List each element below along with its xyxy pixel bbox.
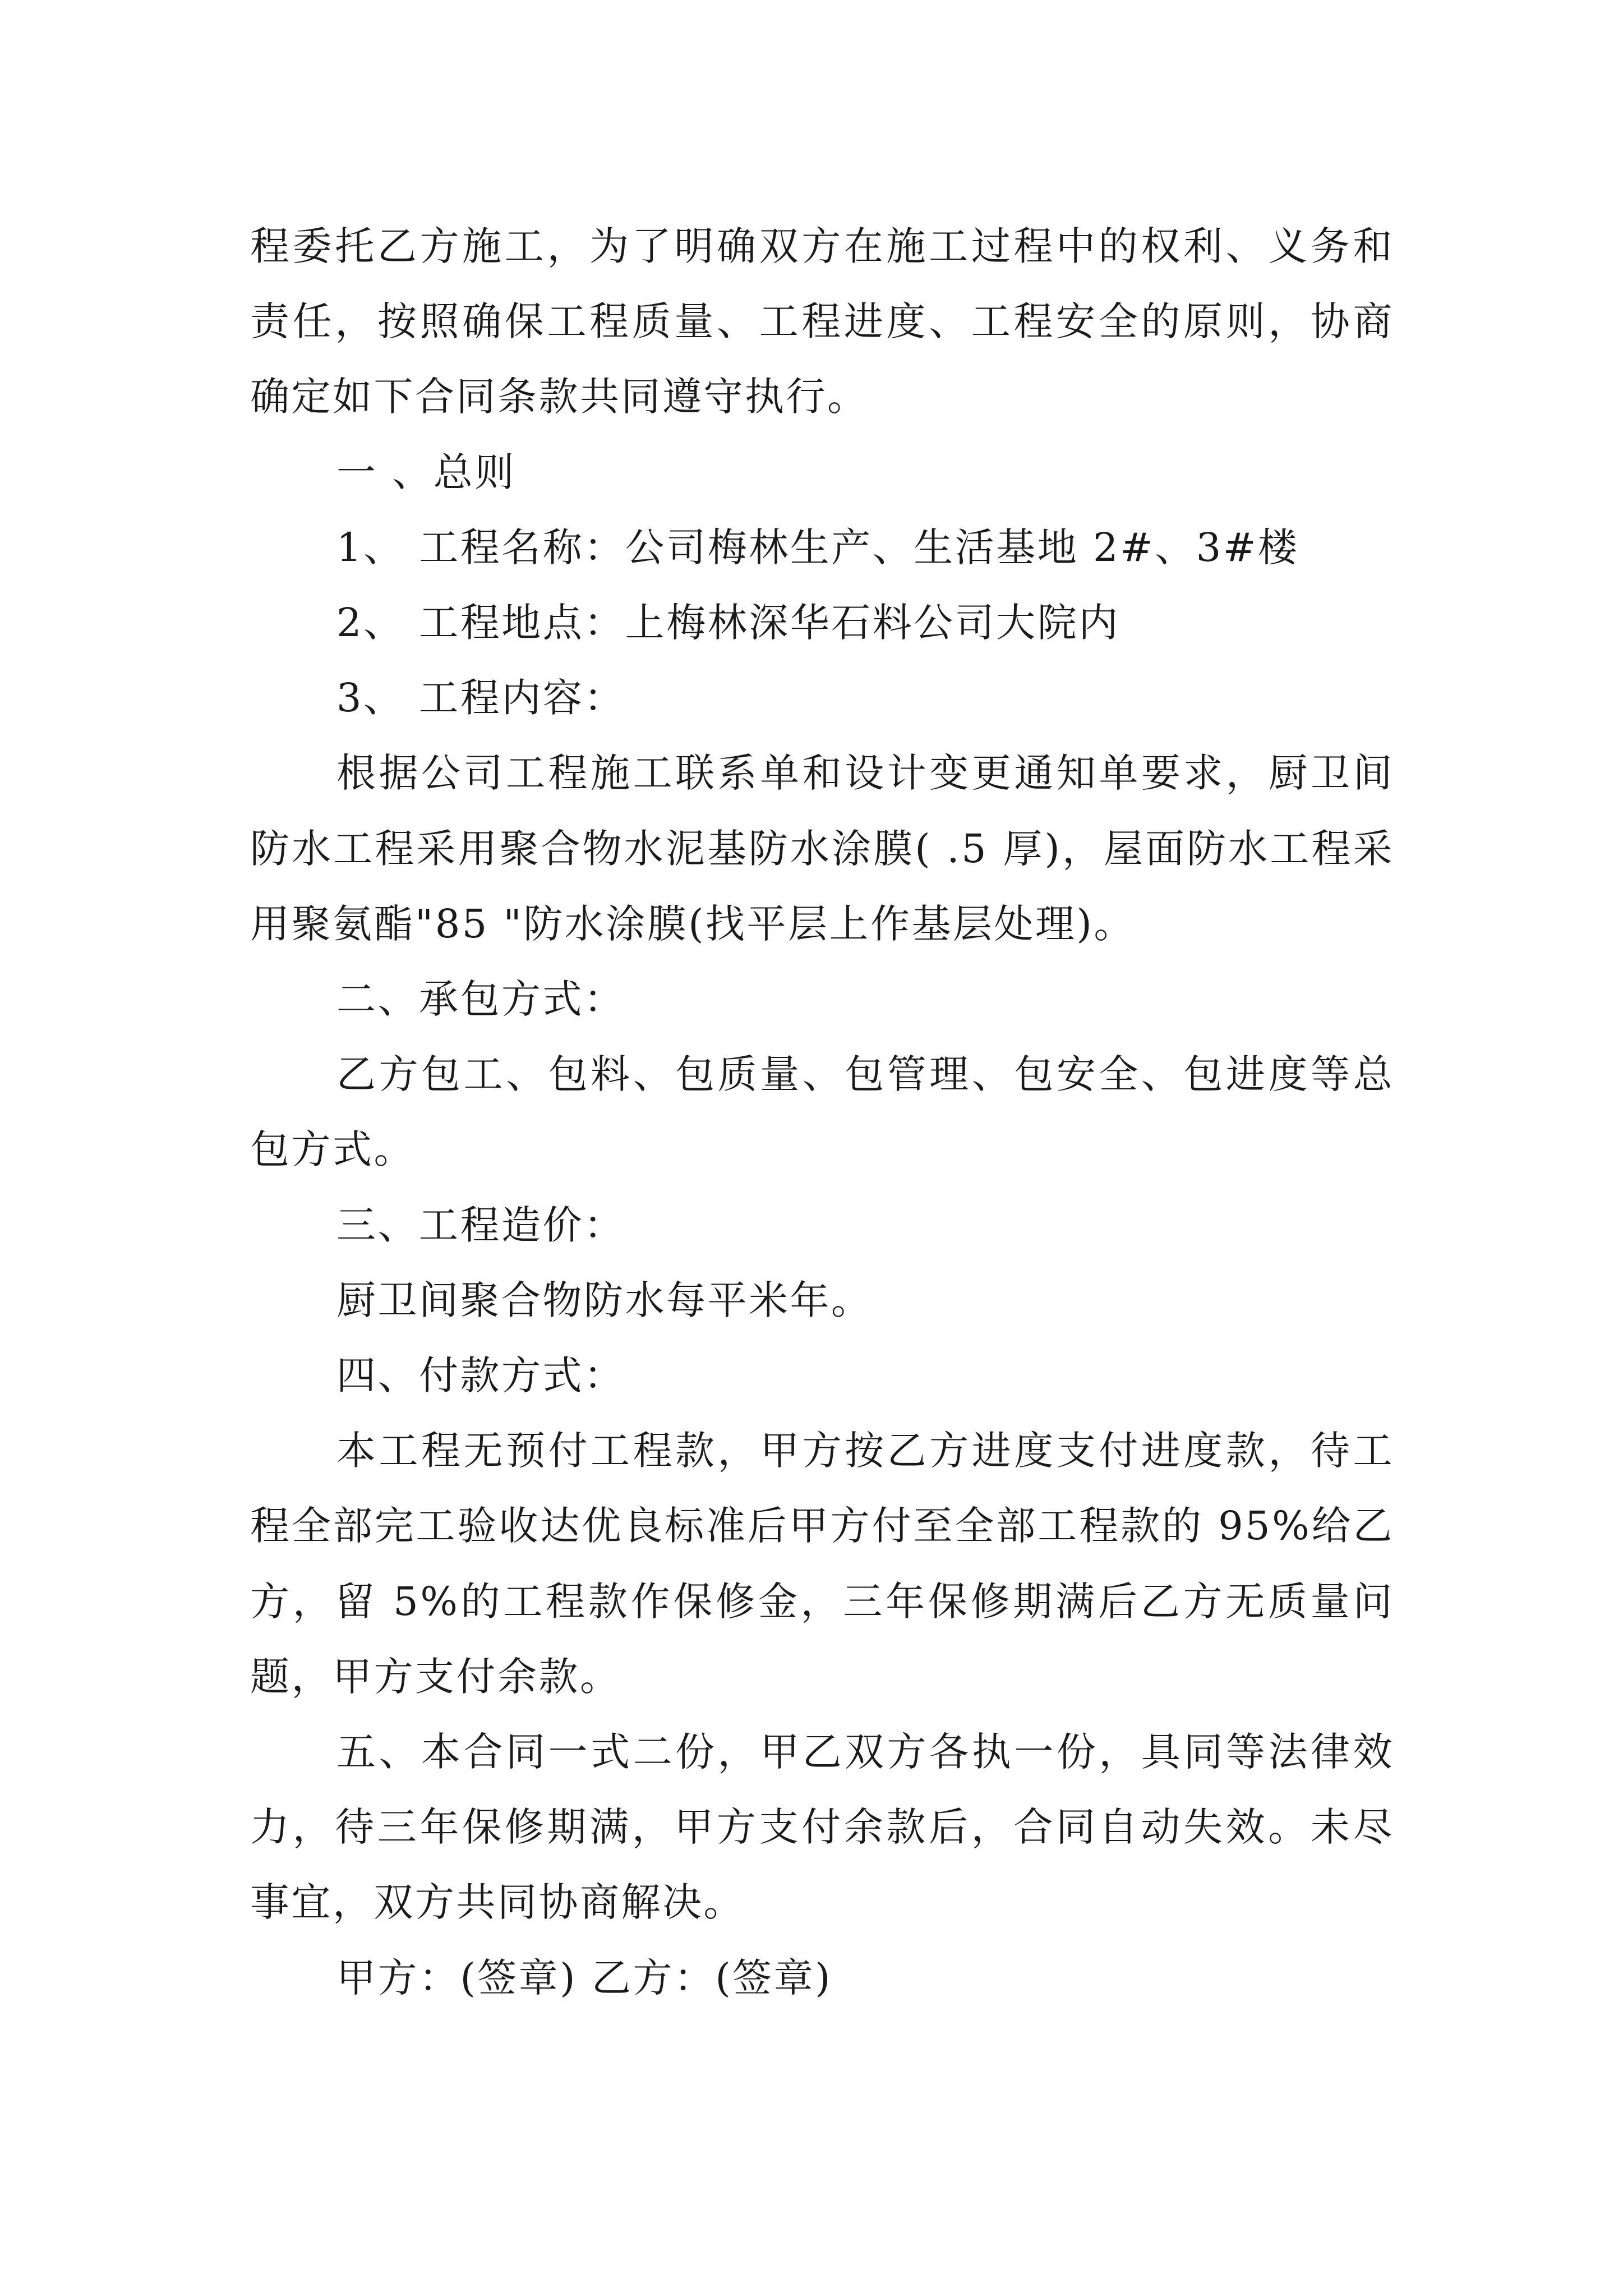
item-project-location: 2、 工程地点：上梅林深华石料公司大院内 — [336, 600, 1120, 646]
item-project-name: 1、 工程名称：公司梅林生产、生活基地 2#、3#楼 — [336, 524, 1299, 570]
section-heading-project-cost: 三、工程造价： — [336, 1202, 625, 1248]
copies-clause: 五、本合同一式二份，甲乙双方各执一份，具同等法律效力，待三年保修期满，甲方支付余款后，合同自动失效。未尽事宜，双方共同协商解决。 — [250, 1729, 1394, 1926]
payment-body: 本工程无预付工程款，甲方按乙方进度支付进度款，待工程全部完工验收达优良标准后甲方付至全部工程款的 95%给乙方，留 5%的工程款作保修金，三年保修期满后乙方无质量问题，甲方支付余款。 — [250, 1428, 1394, 1700]
project-cost-body: 厨卫间聚合物防水每平米年。 — [336, 1277, 873, 1323]
intro-paragraph: 程委托乙方施工，为了明确双方在施工过程中的权利、义务和责任，按照确保工程质量、工程进度、工程安全的原则，协商确定如下合同条款共同遵守执行。 — [250, 223, 1394, 420]
contract-mode-body: 乙方包工、包料、包质量、包管理、包安全、包进度等总包方式。 — [250, 1051, 1394, 1173]
contract-body — [250, 209, 1394, 2016]
section-heading-contract-mode: 二、承包方式： — [336, 976, 625, 1023]
section-heading-payment: 四、付款方式： — [336, 1352, 625, 1399]
signature-line: 甲方：(签章) 乙方：(签章) — [336, 1954, 832, 2001]
item-project-content: 3、 工程内容： — [336, 675, 625, 721]
project-content-detail: 根据公司工程施工联系单和设计变更通知单要求，厨卫间防水工程采用聚合物水泥基防水涂膜( .5 厚)，屋面防水工程采用聚氨酯"85 "防水涂膜(找平层上作基层处理)。 — [250, 750, 1394, 947]
section-heading-general: 一 、总则 — [336, 449, 516, 495]
